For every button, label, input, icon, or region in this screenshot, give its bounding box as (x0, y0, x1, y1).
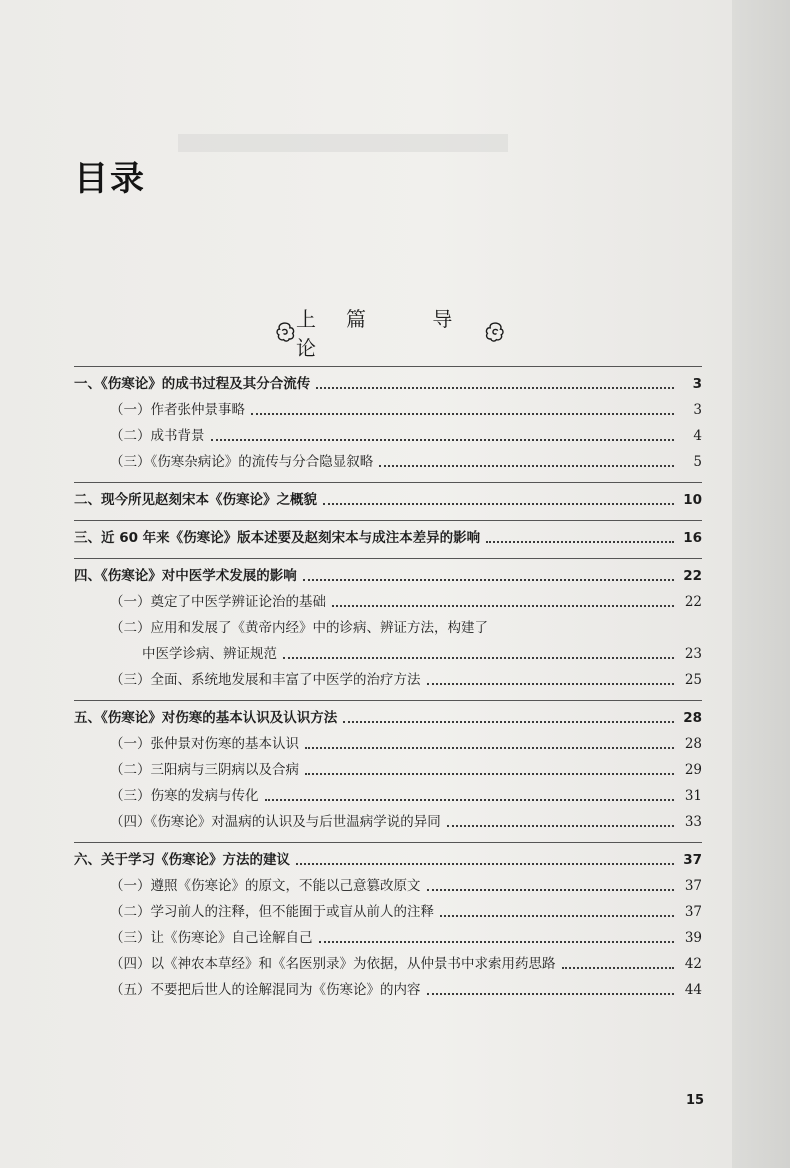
toc-subsection-entry (74, 921, 702, 947)
toc-subsection-entry (74, 869, 702, 895)
dot-leader (283, 657, 674, 659)
part-heading (274, 307, 506, 360)
toc-entry-title: （五）不要把后世人的诠解混同为《伤寒论》的内容 (110, 982, 421, 998)
toc-entry-title: （一）作者张仲景事略 (110, 402, 245, 418)
dot-leader (305, 773, 674, 775)
toc-entry-page: 4 (693, 428, 702, 444)
dot-leader (296, 863, 674, 865)
dot-leader (427, 889, 675, 891)
toc-section (74, 558, 702, 689)
dot-leader (486, 541, 674, 543)
toc-entry-page: 31 (684, 788, 702, 804)
toc-section (74, 366, 702, 471)
toc-entry-title: 三、近 60 年来《伤寒论》版本述要及赵刻宋本与成注本差异的影响 (74, 530, 481, 546)
dot-leader (319, 941, 675, 943)
show-through-header (178, 128, 508, 164)
cloud-ornament-left-icon (274, 316, 296, 348)
toc-entry-page: 28 (683, 710, 702, 726)
toc-section (74, 482, 702, 509)
toc-entry-page: 10 (683, 492, 702, 508)
page-title: 目录 (74, 158, 146, 199)
dot-leader (211, 439, 675, 441)
toc-entry-title: （一）奠定了中医学辨证论治的基础 (110, 594, 326, 610)
toc-subsection-entry (74, 753, 702, 779)
toc-entry-page: 22 (683, 568, 702, 584)
dot-leader (316, 387, 674, 389)
toc-subsection-entry (74, 663, 702, 689)
toc-entry-page: 28 (684, 736, 702, 752)
table-of-contents (74, 366, 702, 999)
toc-section (74, 700, 702, 831)
dot-leader (265, 799, 675, 801)
toc-subsection-entry (74, 727, 702, 753)
toc-entry-page: 29 (684, 762, 702, 778)
toc-entry-title: （二）三阳病与三阴病以及合病 (110, 762, 299, 778)
toc-entry-page: 44 (684, 982, 702, 998)
toc-entry-title: （三）《伤寒杂病论》的流传与分合隐显叙略 (110, 454, 374, 470)
toc-entry-page: 3 (692, 376, 702, 392)
dot-leader (251, 413, 674, 415)
toc-subsection-entry (74, 611, 702, 637)
dot-leader (440, 915, 674, 917)
toc-entry-title: （三）伤寒的发病与传化 (110, 788, 259, 804)
toc-entry-title: 六、关于学习《伤寒论》方法的建议 (74, 852, 290, 868)
dot-leader (323, 503, 674, 505)
page-number: 15 (686, 1093, 705, 1108)
toc-entry-page: 33 (684, 814, 702, 830)
toc-entry-page: 3 (693, 402, 702, 418)
toc-subsection-entry (74, 973, 702, 999)
dot-leader (379, 465, 674, 467)
toc-entry-page: 39 (684, 930, 702, 946)
toc-entry-page: 37 (684, 904, 702, 920)
toc-entry-page: 5 (693, 454, 702, 470)
toc-section-entry (74, 483, 702, 509)
toc-section (74, 842, 702, 999)
toc-subsection-entry (74, 895, 702, 921)
dot-leader (343, 721, 674, 723)
toc-entry-title: 二、现今所见赵刻宋本《伤寒论》之概貌 (74, 492, 317, 508)
toc-subsection-entry (74, 637, 702, 663)
toc-entry-title: （一）遵照《伤寒论》的原文，不能以己意篡改原文 (110, 878, 421, 894)
dot-leader (427, 683, 675, 685)
dot-leader (562, 967, 675, 969)
dot-leader (332, 605, 674, 607)
toc-entry-title: （二）应用和发展了《黄帝内经》中的诊病、辨证方法，构建了 (110, 620, 488, 636)
toc-section-entry (74, 367, 702, 393)
dot-leader (427, 993, 675, 995)
dot-leader (305, 747, 674, 749)
toc-subsection-entry (74, 585, 702, 611)
toc-entry-title: 一、《伤寒论》的成书过程及其分合流传 (74, 376, 311, 392)
toc-entry-page: 16 (683, 530, 702, 546)
toc-subsection-entry (74, 419, 702, 445)
facing-page-edge (732, 0, 790, 1168)
toc-subsection-entry (74, 779, 702, 805)
toc-entry-title: （一）张仲景对伤寒的基本认识 (110, 736, 299, 752)
toc-subsection-entry (74, 393, 702, 419)
toc-section-entry (74, 521, 702, 547)
toc-subsection-entry (74, 947, 702, 973)
dot-leader (447, 825, 674, 827)
toc-entry-title: 四、《伤寒论》对中医学术发展的影响 (74, 568, 297, 584)
toc-section-entry (74, 559, 702, 585)
toc-entry-page: 37 (683, 852, 702, 868)
toc-entry-title: （二）成书背景 (110, 428, 205, 444)
toc-section-entry (74, 843, 702, 869)
toc-entry-title: 中医学诊病、辨证规范 (142, 646, 277, 662)
toc-entry-page: 23 (684, 646, 702, 662)
toc-entry-page: 37 (684, 878, 702, 894)
toc-section (74, 520, 702, 547)
toc-entry-page: 42 (684, 956, 702, 972)
toc-subsection-entry (74, 805, 702, 831)
toc-entry-title: （四）《伤寒论》对温病的认识及与后世温病学说的异同 (110, 814, 441, 830)
toc-entry-title: （三）让《伤寒论》自己诠解自己 (110, 930, 313, 946)
cloud-ornament-right-icon (484, 316, 506, 348)
dot-leader (303, 579, 674, 581)
toc-entry-title: （四）以《神农本草经》和《名医别录》为依据，从仲景书中求索用药思路 (110, 956, 556, 972)
toc-entry-page: 22 (684, 594, 702, 610)
toc-entry-title: 五、《伤寒论》对伤寒的基本认识及认识方法 (74, 710, 338, 726)
toc-entry-title: （三）全面、系统地发展和丰富了中医学的治疗方法 (110, 672, 421, 688)
toc-subsection-entry (74, 445, 702, 471)
toc-entry-page: 25 (684, 672, 702, 688)
toc-entry-title: （二）学习前人的注释，但不能囿于或盲从前人的注释 (110, 904, 434, 920)
part-heading-label: 上篇 导 论 (296, 307, 483, 360)
toc-section-entry (74, 701, 702, 727)
